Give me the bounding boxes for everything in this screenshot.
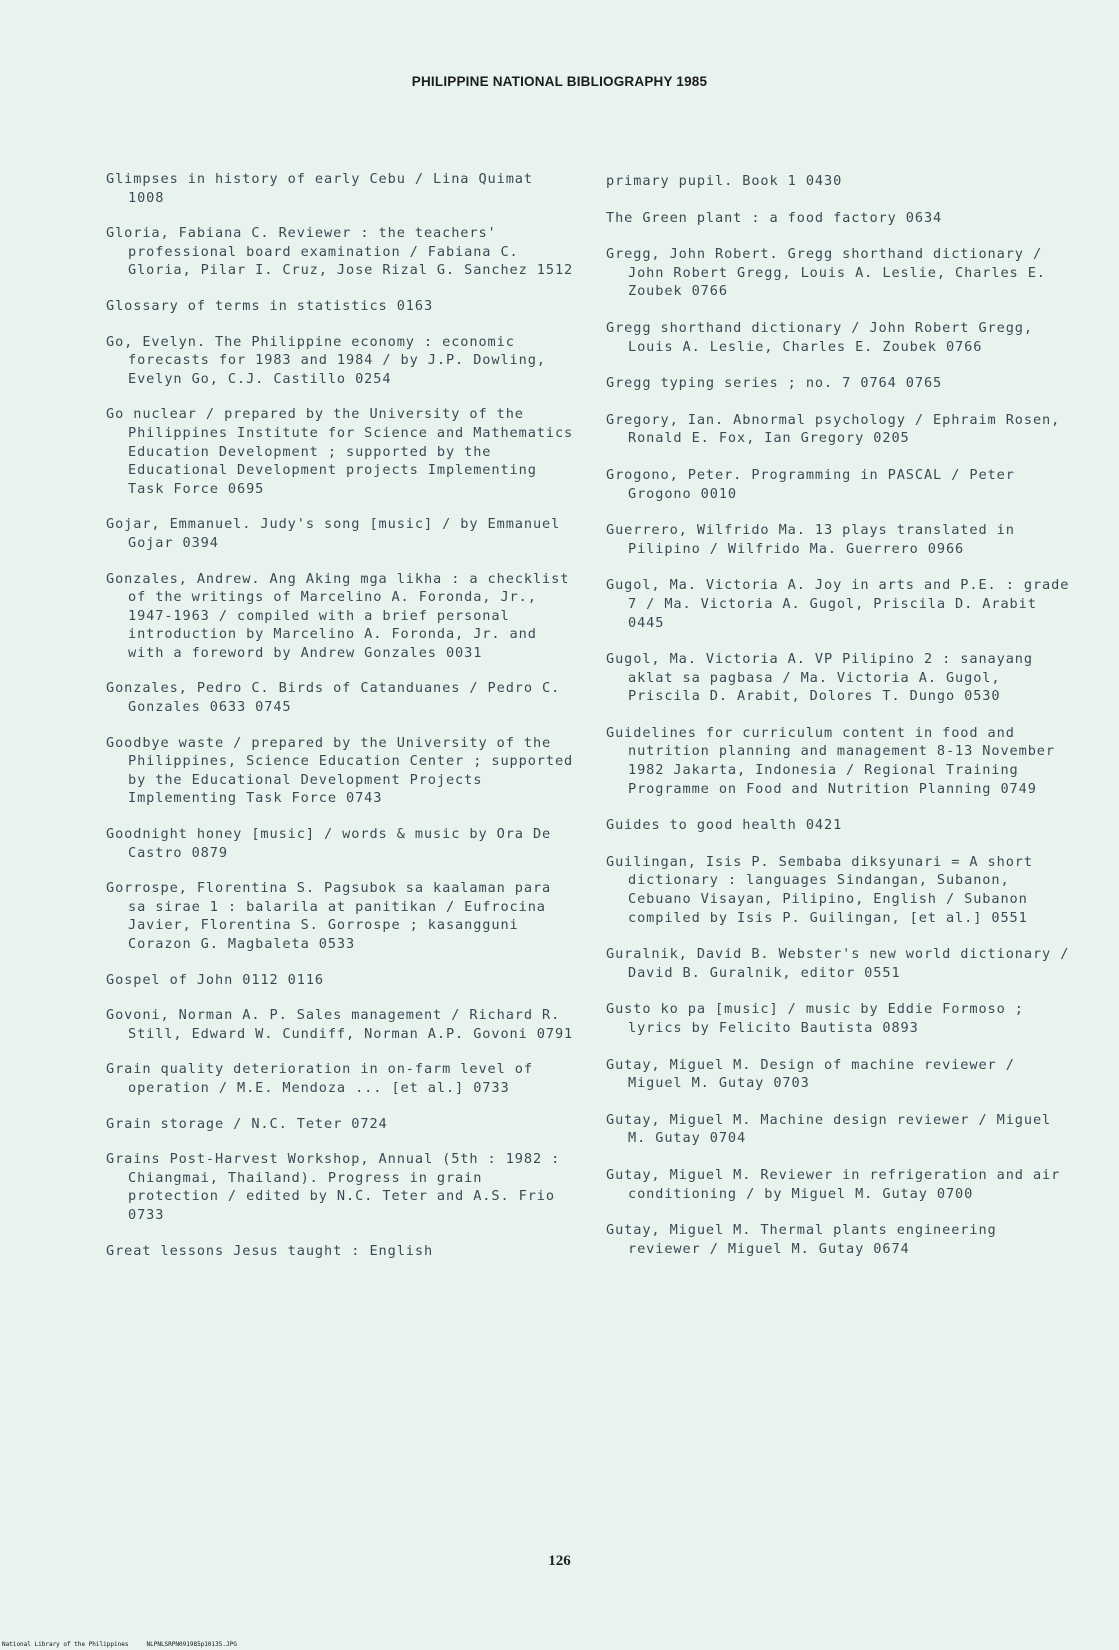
- footer-caption: National Library of the Philippines NLPNLSRPN091985p10135.JPG: [2, 1641, 237, 1648]
- bibliography-entry: Guralnik, David B. Webster's new world dictionary / David B. Guralnik, editor 0551: [606, 946, 1079, 981]
- right-column: [606, 172, 1079, 1276]
- bibliography-entry: Gregg, John Robert. Gregg shorthand dictionary / John Robert Gregg, Louis A. Leslie, Charles E. Zoubek 0766: [606, 246, 1055, 300]
- bibliography-entry: Grain quality deterioration in on-farm level of operation / M.E. Mendoza ... [et al.] 0733: [106, 1061, 543, 1096]
- bibliography-entry: Grains Post-Harvest Workshop, Annual (5th : 1982 : Chiangmai, Thailand). Progress in grain protection / edited by N.C. Teter and A.S. Frio 0733: [106, 1151, 570, 1223]
- bibliography-entry: Gorrospe, Florentina S. Pagsubok sa kaalaman para sa sirae 1 : balarila at panitikan / Eufrocina Javier, Florentina S. Gorrospe ; kasangguni Corazon G. Magbaleta 0533: [106, 880, 561, 952]
- bibliography-entry: Goodnight honey [music] / words & music by Ora De Castro 0879: [106, 826, 561, 861]
- bibliography-entry: Grain storage / N.C. Teter 0724: [106, 1115, 388, 1132]
- bibliography-entry: Gugol, Ma. Victoria A. VP Pilipino 2 : sanayang aklat sa pagbasa / Ma. Victoria A. Gugol, Priscila D. Arabit, Dolores T. Dungo 0530: [606, 651, 1043, 705]
- bibliography-entry: Go, Evelyn. The Philippine economy : economic forecasts for 1983 and 1984 / by J.P. Dowling, Evelyn Go, C.J. Castillo 0254: [106, 333, 555, 387]
- left-column: [106, 170, 583, 1277]
- bibliography-entry: Govoni, Norman A. P. Sales management / Richard R. Still, Edward W. Cundiff, Norman A.P. Govoni 0791: [106, 1007, 574, 1042]
- bibliography-entry: Great lessons Jesus taught : English: [106, 1242, 434, 1259]
- bibliography-entry: Goodbye waste / prepared by the University of the Philippines, Science Education Center ; supported by the Educational Development Projects Implementing Task Force 0743: [106, 734, 583, 807]
- bibliography-entry: Go nuclear / prepared by the University of the Philippines Institute for Science and Mathematics Education Development ; supported by the Educational Development projects Implementing Task Force 0695: [106, 406, 583, 497]
- bibliography-entry: Gloria, Fabiana C. Reviewer : the teachers' professional board examination / Fabiana C. Gloria, Pilar I. Cruz, Jose Rizal G. Sanchez 1512: [106, 225, 574, 279]
- bibliography-entry: primary pupil. Book 1 0430: [606, 173, 843, 189]
- bibliography-entry: Gojar, Emmanuel. Judy's song [music] / by Emmanuel Gojar 0394: [106, 516, 570, 551]
- bibliography-entry: Guides to good health 0421: [606, 817, 843, 834]
- bibliography-entry: Grogono, Peter. Programming in PASCAL / Peter Grogono 0010: [606, 466, 1024, 502]
- bibliography-entry: Gutay, Miguel M. Thermal plants engineering reviewer / Miguel M. Gutay 0674: [606, 1222, 1006, 1257]
- bibliography-entry: Gutay, Miguel M. Design of machine reviewer / Miguel M. Gutay 0703: [606, 1056, 1024, 1092]
- bibliography-entry: The Green plant : a food factory 0634: [606, 209, 943, 226]
- bibliography-entry: Gugol, Ma. Victoria A. Joy in arts and P.E. : grade 7 / Ma. Victoria A. Gugol, Priscila D. Arabit 0445: [606, 577, 1079, 631]
- bibliography-entry: Gonzales, Andrew. Ang Aking mga likha : a checklist of the writings of Marcelino A. Foronda, Jr., 1947-1963 / compiled with a brief personal introduction by Marcelino A. Foronda, Jr. and with a foreword by Andrew Gonzales 0031: [106, 570, 579, 661]
- page-number: 126: [548, 1553, 571, 1569]
- page-header: PHILIPPINE NATIONAL BIBLIOGRAPHY 1985: [411, 74, 708, 89]
- bibliography-entry: Gregg typing series ; no. 7 0764 0765: [606, 375, 943, 392]
- bibliography-entry: Gonzales, Pedro C. Birds of Catanduanes / Pedro C. Gonzales 0633 0745: [106, 680, 570, 716]
- bibliography-entry: Gregg shorthand dictionary / John Robert Gregg, Louis A. Leslie, Charles E. Zoubek 0766: [606, 319, 1043, 355]
- bibliography-entry: Gregory, Ian. Abnormal psychology / Ephraim Rosen, Ronald E. Fox, Ian Gregory 0205: [606, 411, 1070, 447]
- bibliography-entry: Gusto ko pa [music] / music by Eddie Formoso ; lyrics by Felicito Bautista 0893: [606, 1001, 1033, 1036]
- bibliography-entry: Guidelines for curriculum content in food and nutrition planning and management 8-13 November 1982 Jakarta, Indonesia / Regional Training Programme on Food and Nutrition Planning 0749: [606, 724, 1065, 797]
- bibliography-entry: Glossary of terms in statistics 0163: [106, 297, 434, 314]
- bibliography-entry: Gospel of John 0112 0116: [106, 971, 325, 988]
- bibliography-entry: Gutay, Miguel M. Machine design reviewer / Miguel M. Gutay 0704: [606, 1111, 1061, 1147]
- bibliography-entry: Gutay, Miguel M. Reviewer in refrigeration and air conditioning / by Miguel M. Gutay 0700: [606, 1166, 1070, 1202]
- bibliography-entry: Guilingan, Isis P. Sembaba diksyunari = A short dictionary : languages Sindangan, Subanon, Cebuano Visayan, Pilipino, English / Subanon compiled by Isis P. Guilingan, [et al.] 0551: [606, 853, 1043, 926]
- bibliography-entry: Guerrero, Wilfrido Ma. 13 plays translated in Pilipino / Wilfrido Ma. Guerrero 0966: [606, 522, 1024, 557]
- bibliography-entry: Glimpses in history of early Cebu / Lina Quimat 1008: [106, 171, 543, 206]
